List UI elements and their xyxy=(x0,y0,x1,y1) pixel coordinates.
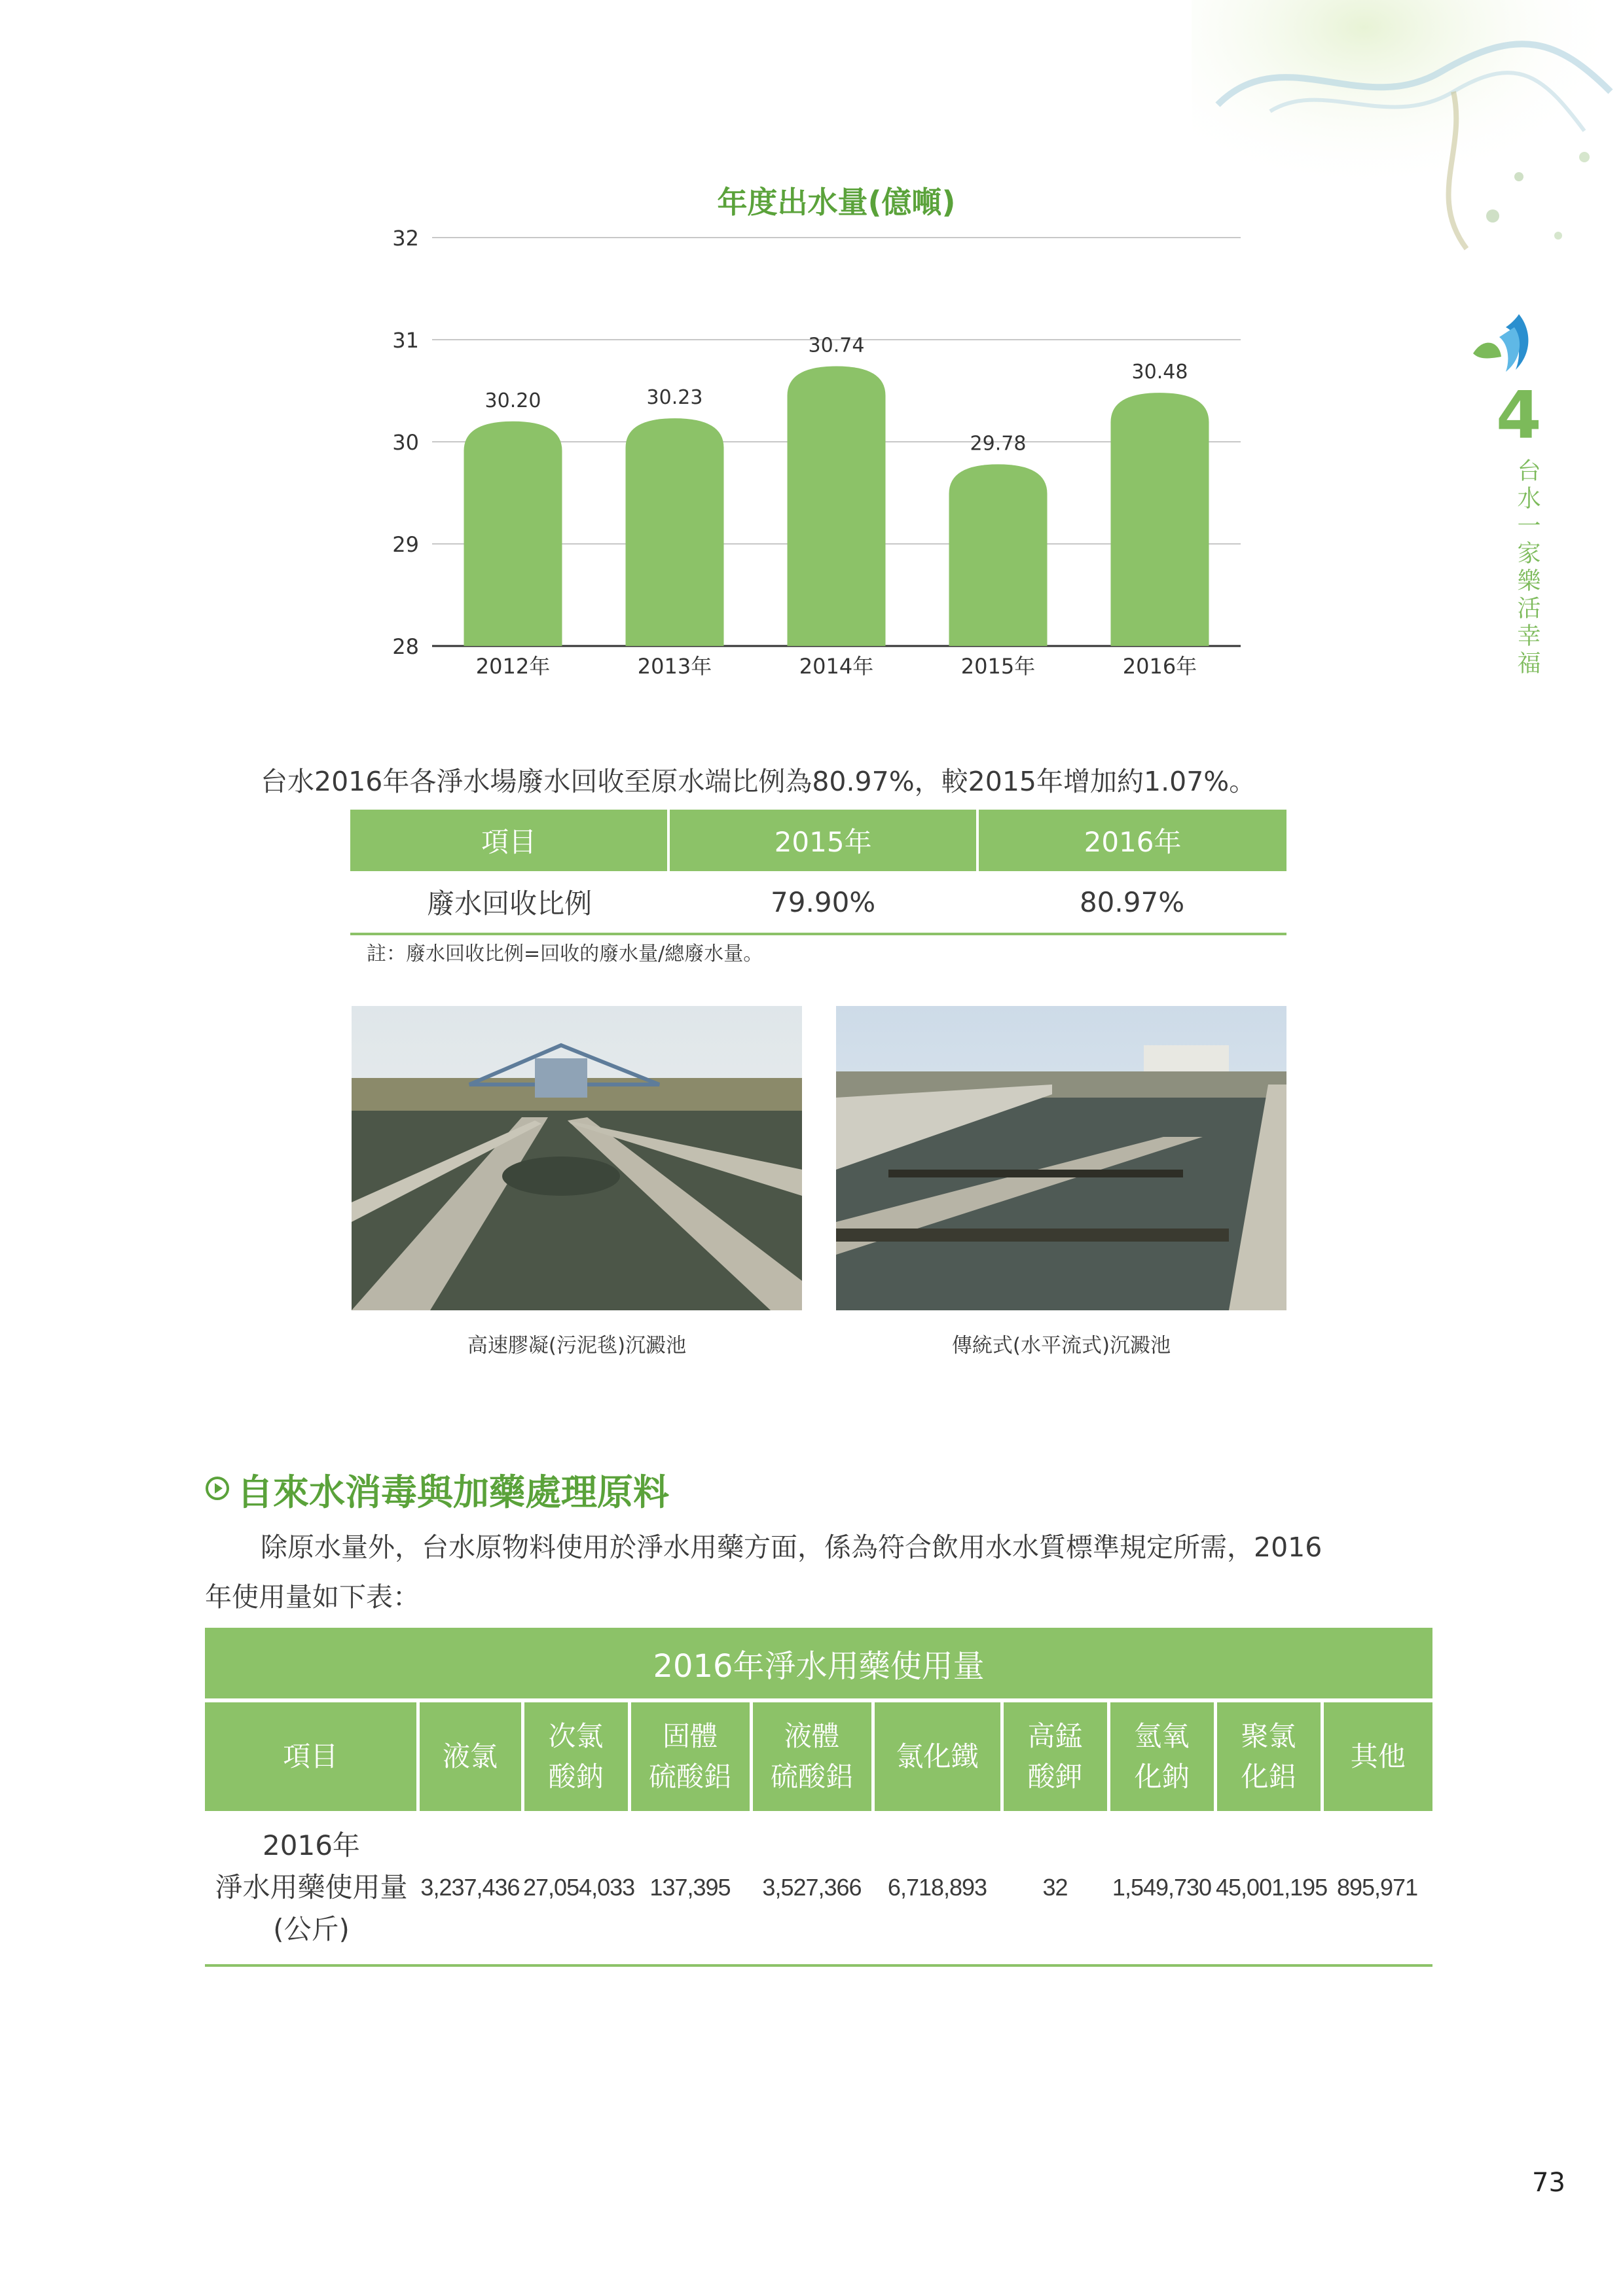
chart-bar xyxy=(626,418,724,646)
section-paragraph-line1: 除原水量外，台水原物料使用於淨水用藥方面，係為符合飲用水水質標準規定所需，2016 xyxy=(261,1532,1322,1563)
header-other: 其他 xyxy=(1322,1700,1432,1811)
chapter-number: 4 xyxy=(1496,377,1542,454)
table-header-row xyxy=(205,1700,1432,1811)
play-circle-icon xyxy=(205,1476,230,1501)
table-cell: 3,527,366 xyxy=(751,1811,873,1965)
header-solid-aluminum-sulfate: 固體 硫酸鋁 xyxy=(629,1700,751,1811)
chemical-usage-table xyxy=(205,1628,1432,1967)
x-tick-label: 2016年 xyxy=(1122,654,1197,679)
y-tick-label: 29 xyxy=(392,532,419,557)
table-cell: 3,237,436 xyxy=(418,1811,522,1965)
table-row xyxy=(350,871,1286,934)
recycle-ratio-table xyxy=(350,810,1286,935)
x-tick-label: 2015年 xyxy=(960,654,1036,679)
page-number: 73 xyxy=(1532,2168,1565,2198)
chapter-leaf-logo-icon xyxy=(1470,308,1542,380)
x-tick-label: 2013年 xyxy=(637,654,712,679)
table-title: 2016年淨水用藥使用量 xyxy=(205,1628,1432,1700)
y-tick-label: 31 xyxy=(392,328,419,353)
table-title-row xyxy=(205,1628,1432,1700)
chart-bar xyxy=(949,464,1048,646)
table-cell: 32 xyxy=(1002,1811,1108,1965)
row-label-line: 2016年 xyxy=(263,1829,360,1861)
annual-water-output-chart xyxy=(367,177,1264,687)
recycle-note: 註：廢水回收比例=回收的廢水量/總廢水量。 xyxy=(367,942,763,965)
header-item: 項目 xyxy=(205,1700,418,1811)
section-title: 自來水消毒與加藥處理原料 xyxy=(237,1471,670,1513)
header-sodium-hypochlorite: 次氯 酸鈉 xyxy=(522,1700,629,1811)
table-cell: 45,001,195 xyxy=(1215,1811,1322,1965)
header-liquid-aluminum-sulfate: 液體 硫酸鋁 xyxy=(751,1700,873,1811)
row-label xyxy=(205,1811,418,1965)
row-label: 廢水回收比例 xyxy=(350,871,668,934)
table-cell: 6,718,893 xyxy=(873,1811,1002,1965)
bar-value-label: 30.48 xyxy=(1131,361,1188,384)
value-2016: 80.97% xyxy=(977,871,1286,934)
header-liquid-chlorine: 液氯 xyxy=(418,1700,522,1811)
x-tick-label: 2014年 xyxy=(799,654,874,679)
table-cell: 895,971 xyxy=(1322,1811,1432,1965)
y-tick-label: 28 xyxy=(392,634,419,659)
header-2016: 2016年 xyxy=(977,810,1286,871)
y-tick-label: 30 xyxy=(392,430,419,455)
traditional-horizontal-flow-tank-photo xyxy=(836,1006,1286,1310)
high-speed-flocculation-tank-photo xyxy=(352,1006,802,1310)
table-cell: 137,395 xyxy=(629,1811,751,1965)
bar-value-label: 30.20 xyxy=(484,389,541,412)
table-header-row xyxy=(350,810,1286,871)
y-tick-label: 32 xyxy=(392,226,419,251)
row-label-line: 淨水用藥使用量 xyxy=(215,1871,408,1903)
chart-title: 年度出水量(億噸) xyxy=(717,185,956,220)
table-cell: 27,054,033 xyxy=(522,1811,629,1965)
bar-value-label: 30.74 xyxy=(808,334,865,357)
value-2015: 79.90% xyxy=(668,871,977,934)
recycle-intro-text: 台水2016年各淨水場廢水回收至原水端比例為80.97%，較2015年增加約1.07%。 xyxy=(261,766,1256,797)
row-label-line: (公斤) xyxy=(273,1913,350,1945)
header-item: 項目 xyxy=(350,810,668,871)
chart-bar xyxy=(788,367,886,646)
left-photo-caption: 高速膠凝(污泥毯)沉澱池 xyxy=(467,1334,687,1357)
bar-value-label: 29.78 xyxy=(970,432,1027,456)
table-cell: 1,549,730 xyxy=(1108,1811,1215,1965)
chart-bar xyxy=(1111,393,1209,646)
header-sodium-hydroxide: 氫氧 化鈉 xyxy=(1108,1700,1215,1811)
x-tick-label: 2012年 xyxy=(475,654,551,679)
bar-value-label: 30.23 xyxy=(646,386,703,410)
header-potassium-permanganate: 高錳 酸鉀 xyxy=(1002,1700,1108,1811)
header-polyaluminum-chloride: 聚氯 化鋁 xyxy=(1215,1700,1322,1811)
chart-bar xyxy=(464,422,562,646)
section-paragraph-line2: 年使用量如下表： xyxy=(205,1581,420,1613)
header-ferric-chloride: 氯化鐵 xyxy=(873,1700,1002,1811)
table-row xyxy=(205,1811,1432,1965)
right-photo-caption: 傳統式(水平流式)沉澱池 xyxy=(951,1334,1171,1357)
header-2015: 2015年 xyxy=(668,810,977,871)
chapter-title: 台水一家樂活幸福 xyxy=(1514,458,1541,678)
